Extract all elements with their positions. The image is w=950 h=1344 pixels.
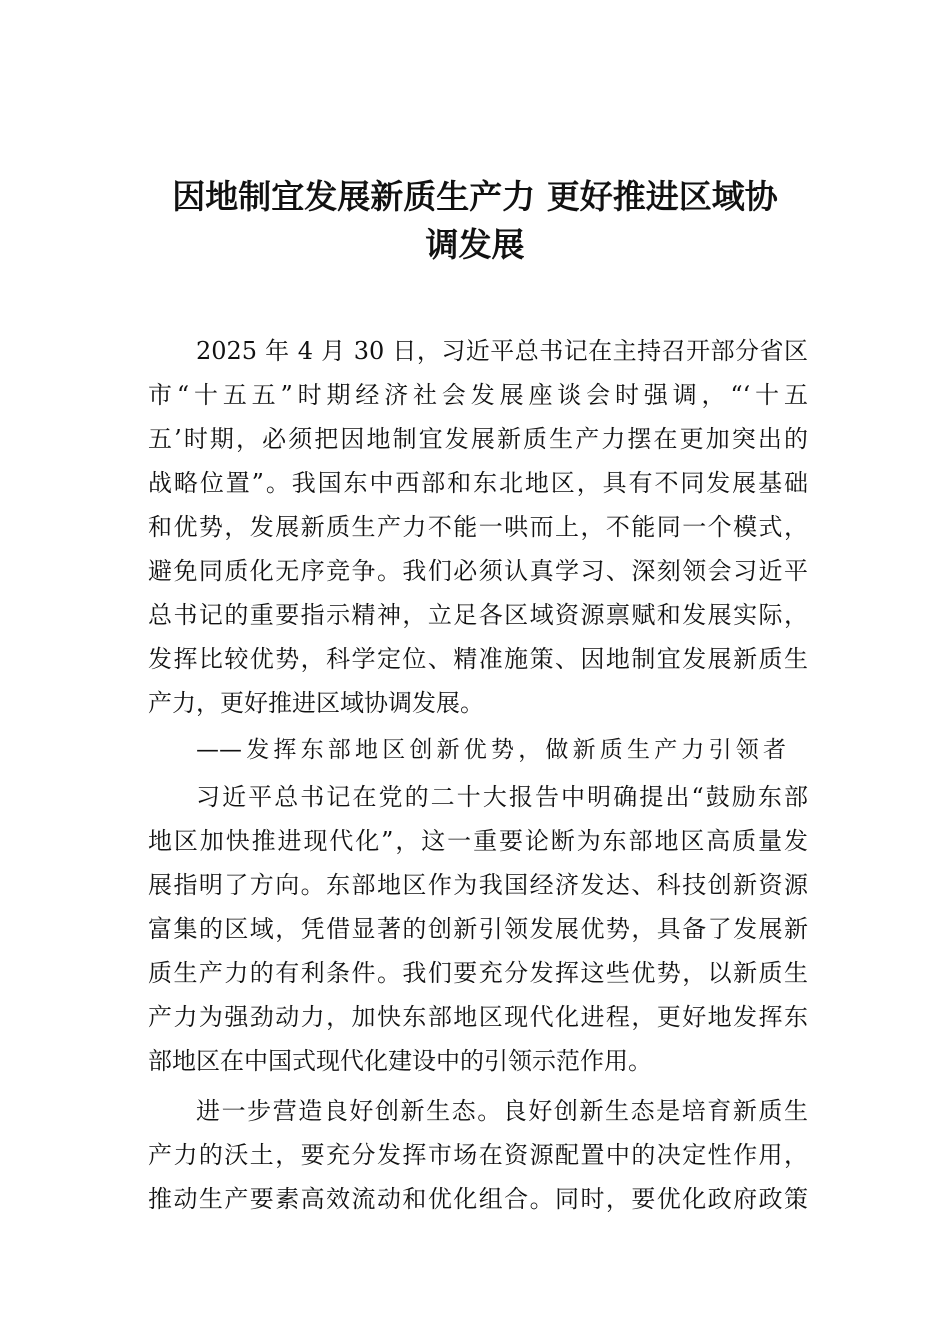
text-line: 产力，更好推进区域协调发展。 [148,689,484,717]
text-line: 展指明了方向。东部地区作为我国经济发达、科技创新资源 [148,871,808,899]
text-line: 避免同质化无序竞争。我们必须认真学习、深刻领会习近平 [148,557,808,585]
text-line: 市“十五五”时期经济社会发展座谈会时强调，“‘十五 [148,381,808,409]
text-line: 2025 年 4 月 30 日，习近平总书记在主持召开部分省区 [196,337,808,365]
text-line: 战略位置”。我国东中西部和东北地区，具有不同发展基础 [148,469,808,497]
text-line: 推动生产要素高效流动和优化组合。同时，要优化政府政策 [148,1185,808,1213]
text-line: 产力的沃土，要充分发挥市场在资源配置中的决定性作用， [148,1141,808,1169]
text-line: 部地区在中国式现代化建设中的引领示范作用。 [148,1047,652,1075]
text-line: 发挥比较优势，科学定位、精准施策、因地制宜发展新质生 [148,645,808,673]
document-title-line-1: 因地制宜发展新质生产力 更好推进区域协 [172,177,778,216]
text-line: 产力为强劲动力，加快东部地区现代化进程，更好地发挥东 [148,1003,808,1031]
text-line: 富集的区域，凭借显著的创新引领发展优势，具备了发展新 [148,915,808,943]
text-line: 质生产力的有利条件。我们要充分发挥这些优势，以新质生 [148,959,808,987]
text-line: 和优势，发展新质生产力不能一哄而上，不能同一个模式， [148,513,808,541]
text-line: 进一步营造良好创新生态。良好创新生态是培育新质生 [196,1097,808,1125]
text-line: 地区加快推进现代化”，这一重要论断为东部地区高质量发 [148,827,808,855]
document-title-line-2: 调发展 [425,225,525,264]
text-line: 总书记的重要指示精神，立足各区域资源禀赋和发展实际， [148,601,808,629]
text-line: 习近平总书记在党的二十大报告中明确提出“鼓励东部 [196,783,808,811]
text-line: 五’时期，必须把因地制宜发展新质生产力摆在更加突出的 [148,425,808,453]
section-subheading: ——发挥东部地区创新优势，做新质生产力引领者 [196,737,786,763]
